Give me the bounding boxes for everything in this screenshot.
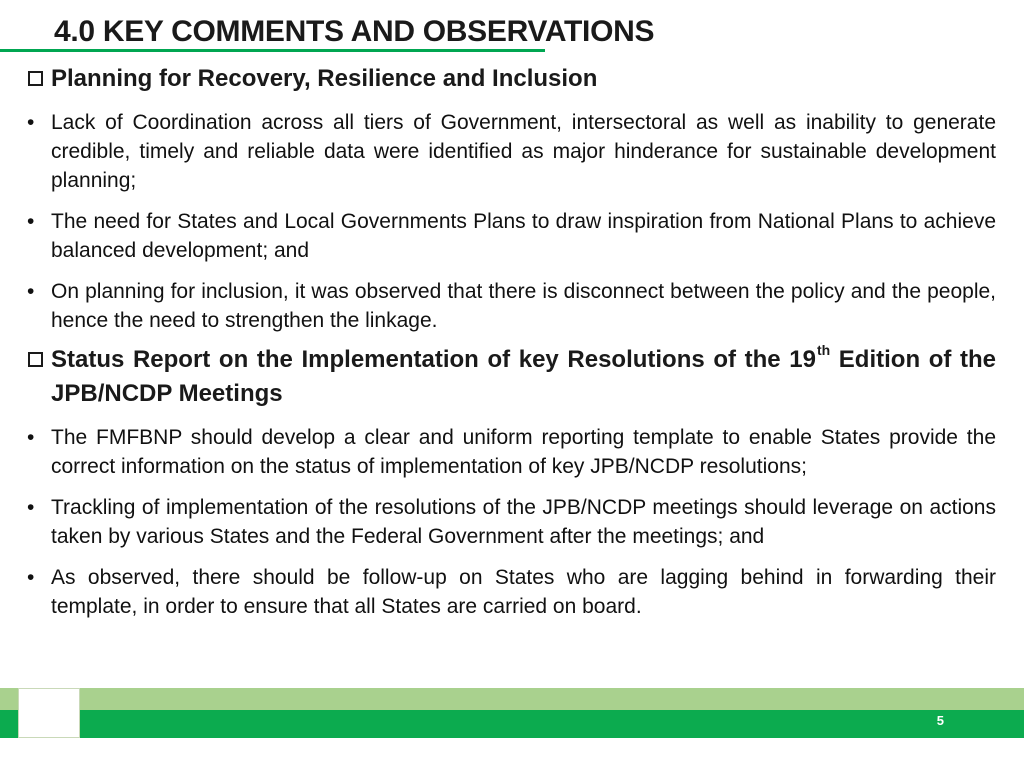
heading-text-part: Edition of the JPB/NCDP Meetings: [51, 346, 996, 407]
bullet-icon: •: [27, 280, 35, 303]
footer-logo-box: [18, 688, 80, 738]
bullet-text: On planning for inclusion, it was observed that there is disconnect between the policy and the people, hence the need to strengthen the linkage.: [51, 280, 996, 332]
footer-band-light: [0, 688, 1024, 710]
bullet-icon: •: [27, 426, 35, 449]
bullet-text: Trackling of implementation of the resolutions of the JPB/NCDP meetings should leverage on actions taken by various States and the Federal Government after the meetings; and: [51, 496, 996, 548]
list-item: [24, 493, 996, 551]
section-heading-text: Planning for Recovery, Resilience and Inclusion: [51, 65, 598, 92]
list-item: [24, 277, 996, 335]
checkbox-icon: [28, 352, 43, 367]
footer-band-dark: [0, 710, 1024, 738]
checkbox-icon: [28, 71, 43, 86]
heading-text-part: Status Report on the Implementation of key Resolutions of the 19: [51, 346, 816, 373]
bullet-icon: •: [27, 566, 35, 589]
bullet-text: As observed, there should be follow-up on States who are lagging behind in forwarding their template, in order to ensure that all States are carried on board.: [51, 566, 996, 618]
page-number: 5: [936, 713, 944, 728]
section-heading-planning: [24, 62, 996, 96]
title-underline: [0, 49, 545, 52]
section-heading-status-report: [24, 343, 996, 411]
superscript-th: th: [816, 342, 831, 358]
bullet-icon: •: [27, 210, 35, 233]
section-heading-text: [51, 343, 996, 411]
list-item: [24, 423, 996, 481]
bullet-text: The FMFBNP should develop a clear and uniform reporting template to enable States provide the correct information on the status of implementation of key JPB/NCDP resolutions;: [51, 426, 996, 478]
bullet-list-planning: [24, 108, 996, 335]
bullet-icon: •: [27, 111, 35, 134]
list-item: [24, 563, 996, 621]
bullet-list-status-report: [24, 423, 996, 621]
slide-title: 4.0 KEY COMMENTS AND OBSERVATIONS: [54, 15, 655, 48]
list-item: [24, 108, 996, 195]
bullet-text: Lack of Coordination across all tiers of Government, intersectoral as well as inability to generate credible, timely and reliable data were identified as major hinderance for sustainable development planning;: [51, 111, 996, 192]
bullet-text: The need for States and Local Governments Plans to draw inspiration from National Plans to achieve balanced development; and: [51, 210, 996, 262]
slide-content: [24, 62, 996, 621]
list-item: [24, 207, 996, 265]
bullet-icon: •: [27, 496, 35, 519]
